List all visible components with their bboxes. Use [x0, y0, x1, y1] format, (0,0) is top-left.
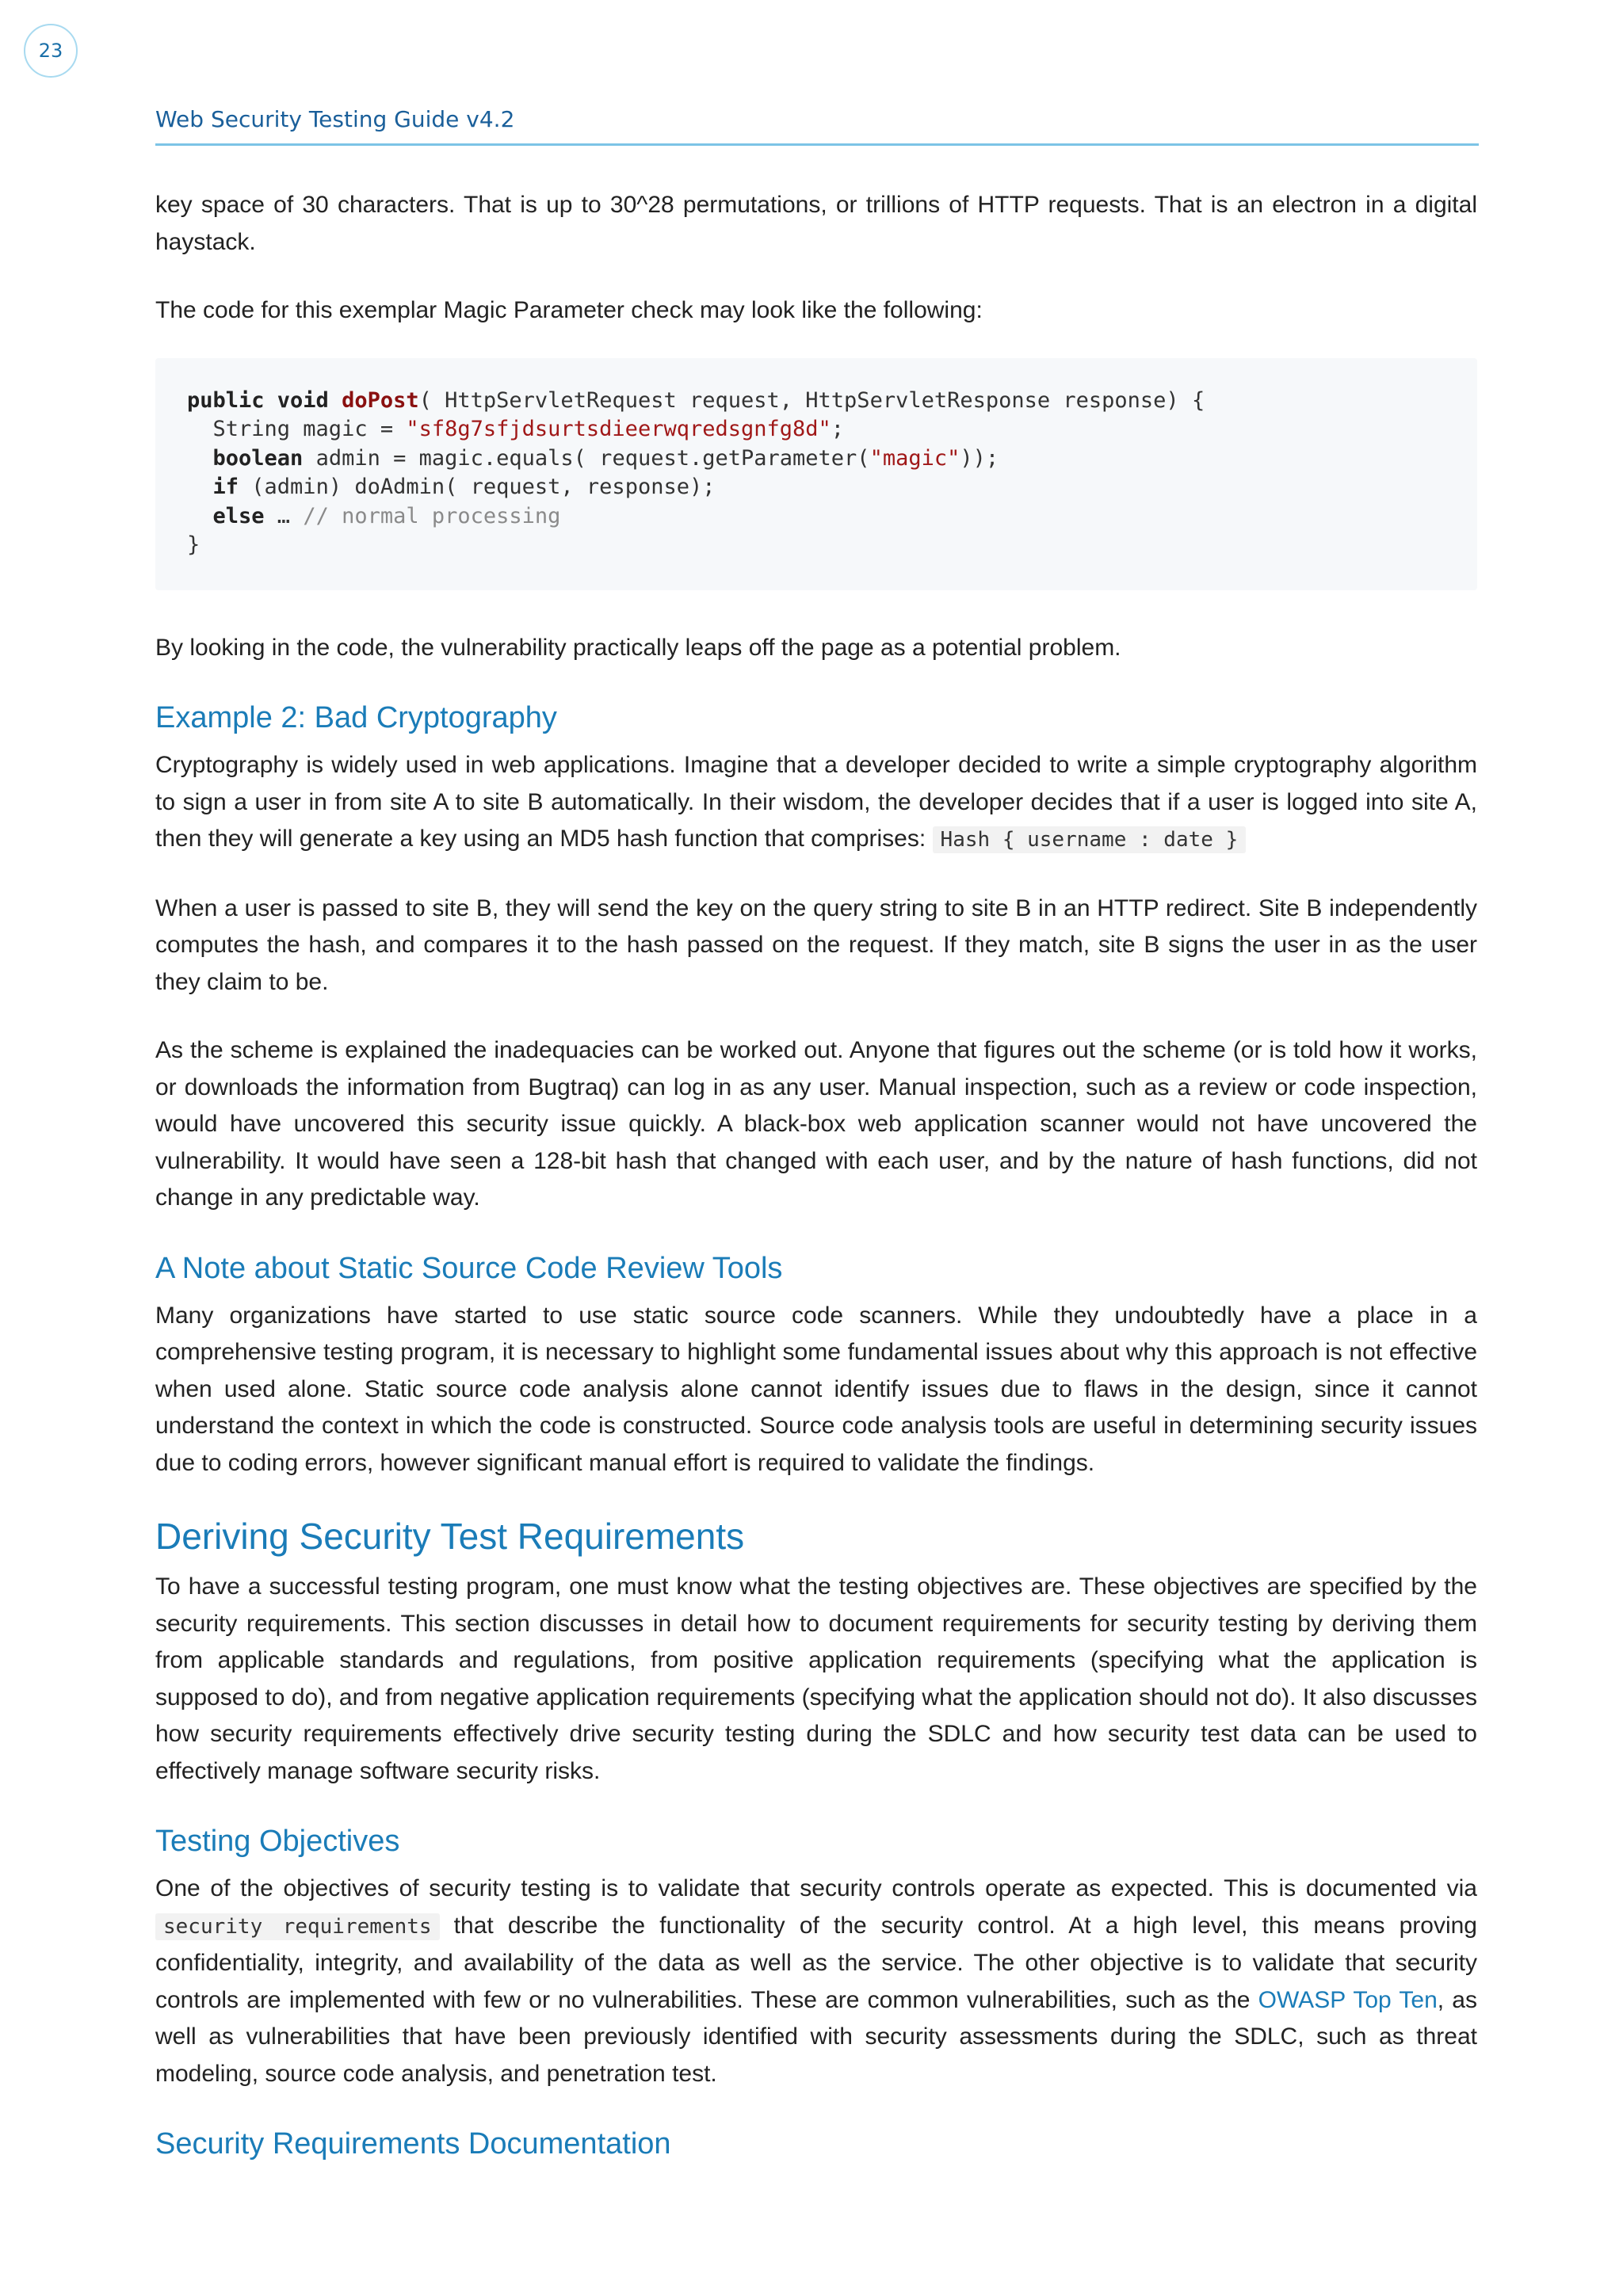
page-number: 23 [24, 24, 78, 78]
inline-code: security requirements [155, 1913, 440, 1940]
paragraph: One of the objectives of security testing is to validate that security controls operate as expected. This is documented via security requirements that describe the functionality of the security control. At a high level, this means proving confidentiality, integrity, and availability of the data as well as the service. The other objective is to validate that security controls are implemented with few or no vulnerabilities. These are common vulnerabilities, such as the OWASP Top Ten, as well as vulnerabilities that have been previously identified with security assessments during the SDLC, such as threat modeling, source code analysis, and penetration test. [155, 1875, 1477, 2087]
owasp-top-ten-link[interactable]: OWASP Top Ten [1258, 1986, 1438, 2013]
inline-code: Hash { username : date } [933, 826, 1247, 853]
paragraph: The code for this exemplar Magic Parameter check may look like the following: [155, 297, 983, 323]
heading-deriving-requirements: Deriving Security Test Requirements [155, 1516, 745, 1557]
code-block: public void doPost( HttpServletRequest request, HttpServletResponse response) { String magic = "sf8g7sfjdsurtsdieerwqredsgnfg8d"; boolean admin = magic.equals( request.getParameter("magic")); if (admin) doAdmin( request, response); else … // normal processing } [155, 358, 1477, 590]
paragraph: Cryptography is widely used in web applications. Imagine that a developer decided to write a simple cryptography algorithm to sign a user in from site A to site B automatically. In their wisdom, the developer decides that if a user is logged into site A, then they will generate a key using an MD5 hash function that comprises: Hash { username : date } [155, 752, 1477, 852]
paragraph: key space of 30 characters. That is up to 30^28 permutations, or trillions of HTTP requests. That is an electron in a digital haystack. [155, 192, 1477, 255]
paragraph: Many organizations have started to use static source code scanners. While they undoubtedly have a place in a comprehensive testing program, it is necessary to highlight some fundamental issues about why this approach is not effective when used alone. Static source code analysis alone cannot identify issues due to flaws in the design, since it cannot understand the context in which the code is constructed. Source code analysis tools are useful in determining security issues due to coding errors, however significant manual effort is required to validate the findings. [155, 1302, 1477, 1476]
document-body [155, 187, 1477, 2173]
heading-example-2: Example 2: Bad Cryptography [155, 701, 557, 734]
running-header: Web Security Testing Guide v4.2 [155, 106, 1479, 146]
heading-static-review-note: A Note about Static Source Code Review Tools [155, 1251, 783, 1285]
heading-requirements-documentation: Security Requirements Documentation [155, 2127, 671, 2161]
paragraph: To have a successful testing program, one must know what the testing objectives are. These objectives are specified by the security requirements. This section discusses in detail how to document requirements for security testing by deriving them from applicable standards and regulations, from positive application requirements (specifying what the application is supposed to do), and from negative application requirements (specifying what the application should not do). It also discusses how security requirements effectively drive security testing during the SDLC and how security test data can be used to effectively manage software security risks. [155, 1573, 1477, 1784]
paragraph: As the scheme is explained the inadequacies can be worked out. Anyone that figures out the scheme (or is told how it works, or downloads the information from Bugtraq) can log in as any user. Manual inspection, such as a review or code inspection, would have uncovered this security issue quickly. A black-box web application scanner would not have uncovered the vulnerability. It would have seen a 128-bit hash that changed with each user, and by the nature of hash functions, did not change in any predictable way. [155, 1037, 1477, 1211]
heading-testing-objectives: Testing Objectives [155, 1825, 400, 1858]
paragraph: When a user is passed to site B, they will send the key on the query string to site B in an HTTP redirect. Site B independently computes the hash, and compares it to the hash passed on the request. If they match, site B signs the user in as the user they claim to be. [155, 894, 1477, 995]
paragraph: By looking in the code, the vulnerability practically leaps off the page as a potential problem. [155, 634, 1121, 661]
